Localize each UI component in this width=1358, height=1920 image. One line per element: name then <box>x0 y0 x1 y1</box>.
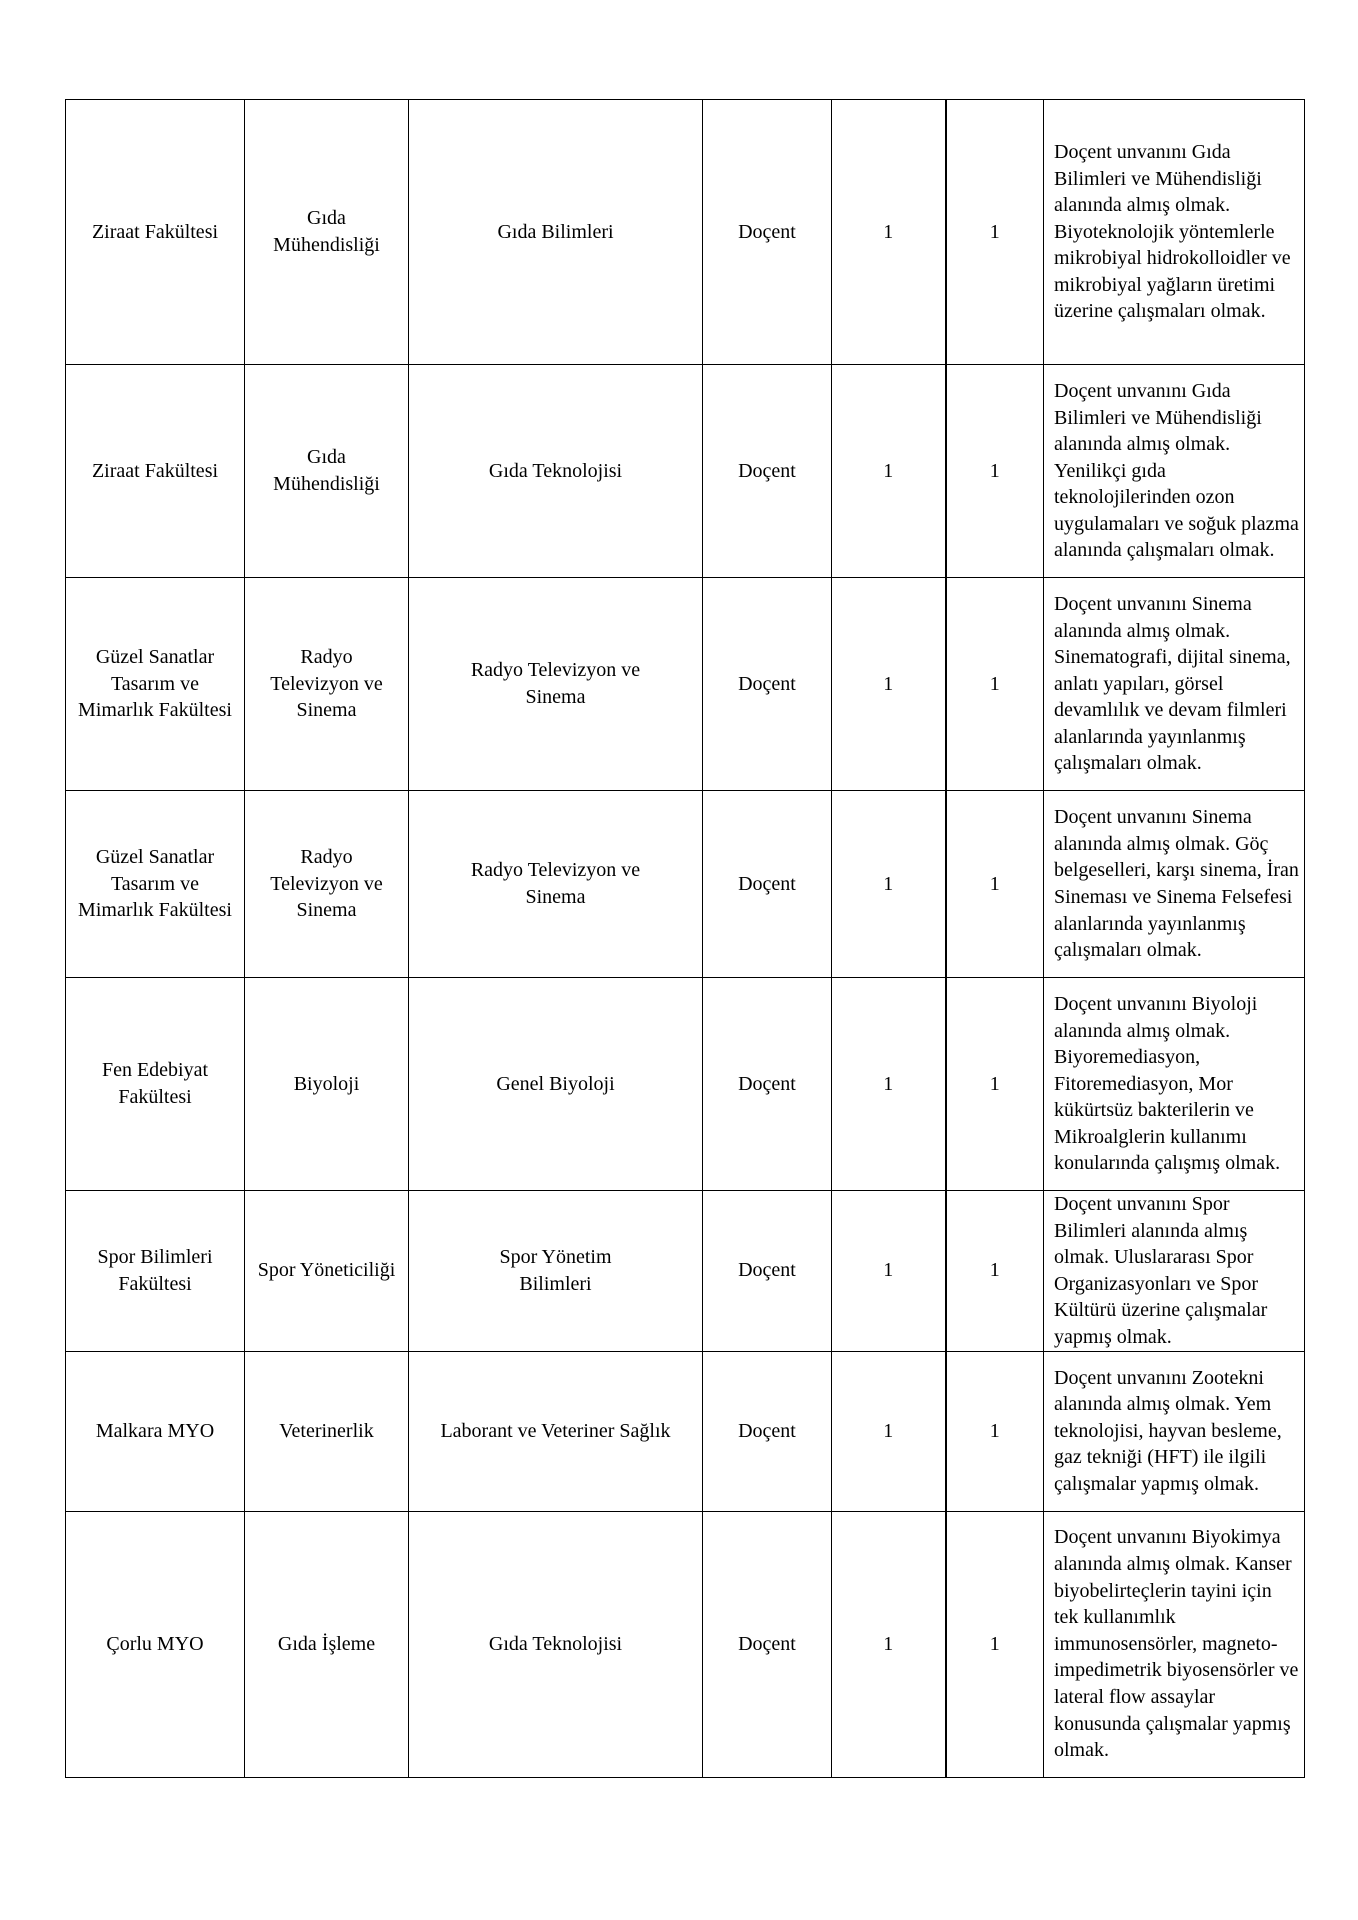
faculty-cell: Güzel Sanatlar Tasarım ve Mimarlık Fakültesi <box>66 791 245 978</box>
count-b-cell: 1 <box>946 1191 1044 1352</box>
count-a-cell: 1 <box>832 1511 946 1777</box>
requirement-cell: Doçent unvanını Spor Bilimleri alanında almış olmak. Uluslararası Spor Organizasyonları ve Spor Kültürü üzerine çalışmalar yapmış olmak. <box>1044 1191 1305 1352</box>
faculty-cell: Çorlu MYO <box>66 1511 245 1777</box>
table-row <box>66 978 1305 1191</box>
faculty-cell: Ziraat Fakültesi <box>66 365 245 578</box>
count-b-cell: 1 <box>946 1511 1044 1777</box>
requirement-cell: Doçent unvanını Sinema alanında almış olmak. Göç belgeselleri, karşı sinema, İran Sineması ve Sinema Felsefesi alanlarında yayınlanmış çalışmaları olmak. <box>1044 791 1305 978</box>
program-cell: Radyo Televizyon ve Sinema <box>409 578 703 791</box>
count-b-cell: 1 <box>946 791 1044 978</box>
table-row <box>66 1191 1305 1352</box>
count-a-cell: 1 <box>832 1191 946 1352</box>
count-a-cell: 1 <box>832 578 946 791</box>
count-a-cell: 1 <box>832 1351 946 1511</box>
title-cell: Doçent <box>703 978 832 1191</box>
program-cell: Radyo Televizyon ve Sinema <box>409 791 703 978</box>
title-cell: Doçent <box>703 578 832 791</box>
count-b-cell: 1 <box>946 978 1044 1191</box>
table-row <box>66 578 1305 791</box>
requirement-cell: Doçent unvanını Zootekni alanında almış olmak. Yem teknolojisi, hayvan besleme, gaz tekniği (HFT) ile ilgili çalışmalar yapmış olmak. <box>1044 1351 1305 1511</box>
program-cell: Gıda Teknolojisi <box>409 365 703 578</box>
requirement-cell: Doçent unvanını Biyokimya alanında almış olmak. Kanser biyobelirteçlerin tayini için tek kullanımlık immunosensörler, magneto-impedimetrik biyosensörler ve lateral flow assaylar konusunda çalışmalar yapmış olmak. <box>1044 1511 1305 1777</box>
department-cell: Gıda Mühendisliği <box>245 365 409 578</box>
program-cell: Spor Yönetim Bilimleri <box>409 1191 703 1352</box>
program-cell: Laborant ve Veteriner Sağlık <box>409 1351 703 1511</box>
table-row <box>66 1351 1305 1511</box>
positions-table <box>65 99 1305 1778</box>
title-cell: Doçent <box>703 100 832 365</box>
title-cell: Doçent <box>703 1351 832 1511</box>
faculty-cell: Ziraat Fakültesi <box>66 100 245 365</box>
faculty-cell: Fen Edebiyat Fakültesi <box>66 978 245 1191</box>
department-cell: Radyo Televizyon ve Sinema <box>245 578 409 791</box>
table-row <box>66 1511 1305 1777</box>
faculty-cell: Spor Bilimleri Fakültesi <box>66 1191 245 1352</box>
department-cell: Radyo Televizyon ve Sinema <box>245 791 409 978</box>
department-cell: Gıda İşleme <box>245 1511 409 1777</box>
count-b-cell: 1 <box>946 100 1044 365</box>
department-cell: Biyoloji <box>245 978 409 1191</box>
count-a-cell: 1 <box>832 978 946 1191</box>
count-b-cell: 1 <box>946 578 1044 791</box>
title-cell: Doçent <box>703 365 832 578</box>
title-cell: Doçent <box>703 1191 832 1352</box>
requirement-cell: Doçent unvanını Biyoloji alanında almış olmak. Biyoremediasyon, Fitoremediasyon, Mor kükürtsüz bakterilerin ve Mikroalglerin kullanımı konularında çalışmış olmak. <box>1044 978 1305 1191</box>
title-cell: Doçent <box>703 791 832 978</box>
faculty-cell: Güzel Sanatlar Tasarım ve Mimarlık Fakültesi <box>66 578 245 791</box>
table-row <box>66 791 1305 978</box>
department-cell: Veterinerlik <box>245 1351 409 1511</box>
count-a-cell: 1 <box>832 100 946 365</box>
requirement-cell: Doçent unvanını Gıda Bilimleri ve Mühendisliği alanında almış olmak. Biyoteknolojik yöntemlerle mikrobiyal hidrokolloidler ve mikrobiyal yağların üretimi üzerine çalışmaları olmak. <box>1044 100 1305 365</box>
table-row <box>66 100 1305 365</box>
table-row <box>66 365 1305 578</box>
count-a-cell: 1 <box>832 791 946 978</box>
count-b-cell: 1 <box>946 1351 1044 1511</box>
requirement-cell: Doçent unvanını Gıda Bilimleri ve Mühendisliği alanında almış olmak. Yenilikçi gıda teknolojilerinden ozon uygulamaları ve soğuk plazma alanında çalışmaları olmak. <box>1044 365 1305 578</box>
program-cell: Gıda Bilimleri <box>409 100 703 365</box>
program-cell: Genel Biyoloji <box>409 978 703 1191</box>
count-b-cell: 1 <box>946 365 1044 578</box>
department-cell: Spor Yöneticiliği <box>245 1191 409 1352</box>
faculty-cell: Malkara MYO <box>66 1351 245 1511</box>
program-cell: Gıda Teknolojisi <box>409 1511 703 1777</box>
department-cell: Gıda Mühendisliği <box>245 100 409 365</box>
count-a-cell: 1 <box>832 365 946 578</box>
requirement-cell: Doçent unvanını Sinema alanında almış olmak. Sinematografi, dijital sinema, anlatı yapıları, görsel devamlılık ve devam filmleri alanlarında yayınlanmış çalışmaları olmak. <box>1044 578 1305 791</box>
title-cell: Doçent <box>703 1511 832 1777</box>
